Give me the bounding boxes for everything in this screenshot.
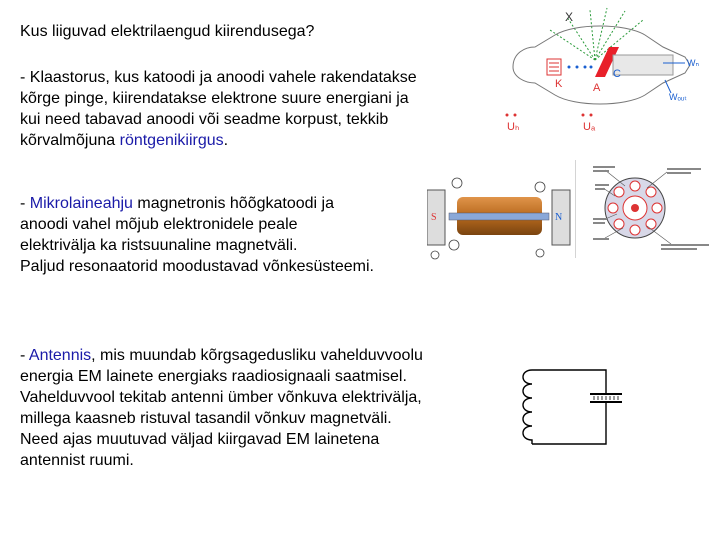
xray-label-k: K: [555, 78, 563, 90]
xray-highlight-link[interactable]: röntgenikiirgus: [119, 132, 224, 149]
microwave-line-3: elektrivälja ka ristsuunaline magnetväli.: [20, 237, 298, 254]
terminal-circle-2: [535, 182, 545, 192]
xray-rays: [550, 8, 643, 60]
xray-line-4-prefix: kõrvalmõjuna: [20, 132, 120, 149]
xray-label-wout: Wₒᵤₜ: [669, 92, 687, 102]
xray-line-4: [20, 130, 228, 151]
cathode-coil: [549, 63, 559, 71]
terminal-circle-5: [536, 249, 544, 257]
capacitor-field-lines: [594, 396, 618, 400]
antenna-line-3: Vahelduvvool tekitab antenni ümber võnkuva elektrivälja,: [20, 389, 422, 406]
xray-line-1: - Klaastorus, kus katoodi ja anoodi vahele rakendatakse: [20, 69, 417, 86]
terminal-circle-4: [431, 251, 439, 259]
page-title: Kus liiguvad elektrilaengud kiirendusega?: [20, 23, 315, 40]
xray-label-uh: Uₕ: [507, 121, 520, 133]
microwave-line-4: Paljud resonaatorid moodustavad võnkesüsteemi.: [20, 258, 374, 275]
xray-label-a: A: [593, 82, 601, 94]
microwave-line-1-suffix: magnetronis hõõgkatoodi ja: [132, 195, 334, 212]
microwave-highlight-link[interactable]: Mikrolaineahju: [29, 195, 133, 212]
microwave-dash: -: [20, 195, 30, 212]
voltage-terminals: [506, 114, 593, 117]
xray-line-4-suffix: .: [223, 132, 229, 149]
magnetron-side-diagram: [427, 175, 572, 260]
antenna-line-4: millega kaasneb ristuval tasandil võnkuv magnetväli.: [20, 410, 392, 427]
antenna-line-1: [20, 345, 423, 366]
circuit-wires: [532, 370, 606, 444]
xray-line-2: kõrge pinge, kiirendatakse elektrone suure energiani ja: [20, 90, 409, 107]
inductor-coil: [523, 370, 532, 444]
antenna-line-6: antennist ruumi.: [20, 452, 134, 469]
antenna-dash: -: [20, 347, 29, 364]
anode-rod: [613, 55, 673, 75]
xray-label-ua: Uₐ: [583, 121, 596, 133]
antenna-line-2: energia EM lainete energiaks raadiosignaali saatmisel.: [20, 368, 407, 385]
magnet-label-s: S: [431, 212, 437, 223]
microwave-line-1: [20, 193, 334, 214]
xray-label-c: C: [613, 68, 621, 80]
xray-label-x: X: [565, 10, 574, 24]
microwave-line-2: anoodi vahel mõjub elektronidele peale: [20, 216, 298, 233]
lc-circuit-diagram: [510, 362, 635, 454]
magnet-label-n: N: [555, 212, 563, 223]
cathode-rod: [449, 213, 549, 220]
antenna-line-5: Need ajas muutuvad väljad kiirgavad EM lainetena: [20, 431, 380, 448]
terminal-circle-3: [449, 240, 459, 250]
antenna-line-1-suffix: , mis muundab kõrgsagedusliku vahelduvvoolu: [91, 347, 423, 364]
electron-beam: [568, 66, 593, 69]
xray-tube-diagram: [495, 5, 715, 140]
xray-label-win: Wₙ: [687, 58, 700, 68]
central-cathode: [631, 204, 639, 212]
xray-line-3: kui need tabavad anoodi või seadme korpust, tekkib: [20, 111, 389, 128]
antenna-highlight-link[interactable]: Antennis: [28, 347, 92, 364]
magnetron-cross-section-diagram: [575, 158, 717, 260]
terminal-circle-1: [452, 178, 462, 188]
